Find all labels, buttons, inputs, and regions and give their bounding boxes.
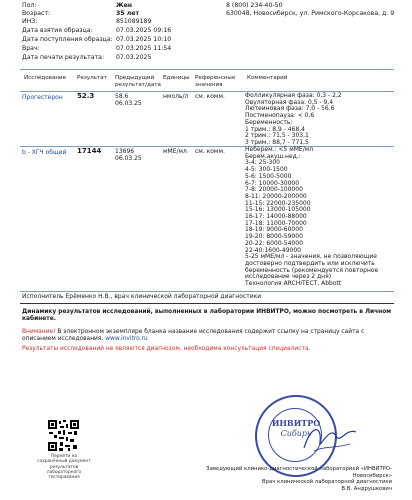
col-header-units: Единицы	[163, 75, 190, 81]
age-value: 35 лет	[116, 10, 140, 17]
electronic-note	[22, 329, 392, 343]
site-link[interactable]: www.invitro.ru	[105, 336, 148, 343]
print-date-value: 07.03.2025	[116, 54, 152, 61]
doctor-label: Врач:	[22, 45, 40, 52]
sex-value: Жен	[116, 2, 133, 9]
inz-label: ИНЗ:	[22, 18, 38, 25]
sample-date-label: Дата взятия образца:	[22, 27, 93, 34]
doctor-value: 07.03.2025 11:54	[116, 45, 172, 52]
col-header-ref: Референсные значения	[195, 75, 236, 88]
row2-comment: Неберем.: <5 мМЕ/мл Берем.акуш.нед.: 3-4: 25-300 4-5: 300-1500 5-6: 1500-5000 6-7: 10000-30000 7-8: 20000-100000 8-11: 20000-200000 11-15: 22000-235000 15-16: 13000-105000 16-17: 14000-88000 17-18: 11000-70000 18-19: 9000-60000 19-20: 8000-59000 20-22: 6000-54000 22-40:1600-49000 5-25 мМЕ/мл - значения, не позволяющие достоверно подтвердить или исключить беременность (рекомендуется повторное исследование через 2 дня) Технология ARCHITECT, Abbott	[245, 146, 379, 288]
age-label: Возраст:	[22, 10, 51, 17]
row1-comment: Фолликулярная фаза: 0,3 - 2,2 Овуляторная фаза: 0,5 - 9,4 Лютеиновая фаза: 7,0 - 56,6 Постменопауза: < 0,6 Беременность: 1 трим.: 8,9 - 468,4 2 трим.: 71,5 - 303,1 3 трим.: 88,7 - 771,5	[245, 92, 342, 146]
col-header-result: Результат	[77, 75, 107, 81]
contact-phone: 8 (800) 234-40-50	[226, 2, 283, 9]
qr-caption: Перейти на сохранённый документ результатов лабораторного тестирования	[37, 454, 91, 481]
disclaimer: Результаты исследований не являются диагнозом, необходима консультация специалиста.	[22, 346, 311, 352]
row2-prev: 13696	[115, 148, 135, 155]
table-top-rule	[20, 69, 394, 70]
row2-test-name[interactable]: b - ХГЧ общий	[22, 149, 67, 156]
executor-rule	[20, 303, 394, 304]
receipt-date-value: 07.03.2025 10:10	[116, 36, 172, 43]
row1-ref: см. комм.	[195, 93, 225, 100]
col-header-prev: Предыдущий результат/дата	[115, 75, 161, 88]
row2-prev-date: 06.03.25	[115, 155, 142, 162]
row1-units: нмоль/л	[163, 93, 189, 100]
signature-title: Заведующий клинико-диагностической лабораторией «ИНВИТРО-Новосибирск»	[206, 466, 392, 479]
stamp-city: Сибирь	[280, 429, 312, 438]
stamp-brand: ИНВИТРО	[271, 418, 321, 428]
row2-result: 17144	[77, 147, 102, 155]
receipt-date-label: Дата поступления образца:	[22, 36, 113, 43]
qr-code-graphic	[48, 420, 79, 451]
row2-ref: см. комм.	[195, 148, 225, 155]
inz-value: 851089189	[116, 18, 152, 25]
dynamics-note: Динамику результатов исследований, выполненных в лаборатории ИНВИТРО, можно посмотреть в Личном кабинете.	[22, 309, 392, 323]
attention-label: Внимание!	[22, 329, 56, 335]
table-bottom-rule	[20, 291, 394, 292]
signature-name: В.В. Андрушкевич	[341, 485, 392, 492]
executor-line: Исполнитель Ерёменко Н.В., врач клинической лабораторной диагностики	[22, 293, 262, 300]
attention-text: В электронном экземпляре бланка название исследования содержит ссылку на страницу сайта с описанием исследования.	[22, 329, 365, 343]
row1-prev-date: 06.03.25	[115, 100, 142, 107]
col-header-comment: Комментарий	[247, 75, 288, 81]
row1-test-name[interactable]: Прогестерон	[22, 94, 63, 101]
row2-units: мМЕ/мл	[163, 148, 187, 155]
signature-block	[170, 466, 392, 492]
handwritten-signature	[300, 418, 360, 458]
print-date-label: Дата печати результата:	[22, 54, 105, 61]
row1-result: 52.3	[77, 92, 95, 100]
contact-address: 630048, Новосибирск, ул. Римского-Корсакова, д. 9	[226, 10, 395, 17]
sex-label: Пол:	[22, 2, 37, 9]
col-header-test: Исследование	[24, 75, 67, 81]
row1-prev: 58.6	[115, 93, 129, 100]
signature-role: Врач клинической лабораторной диагностики	[261, 479, 392, 486]
sample-date-value: 07.03.2025 09:16	[116, 27, 172, 34]
qr-code[interactable]	[48, 420, 79, 451]
